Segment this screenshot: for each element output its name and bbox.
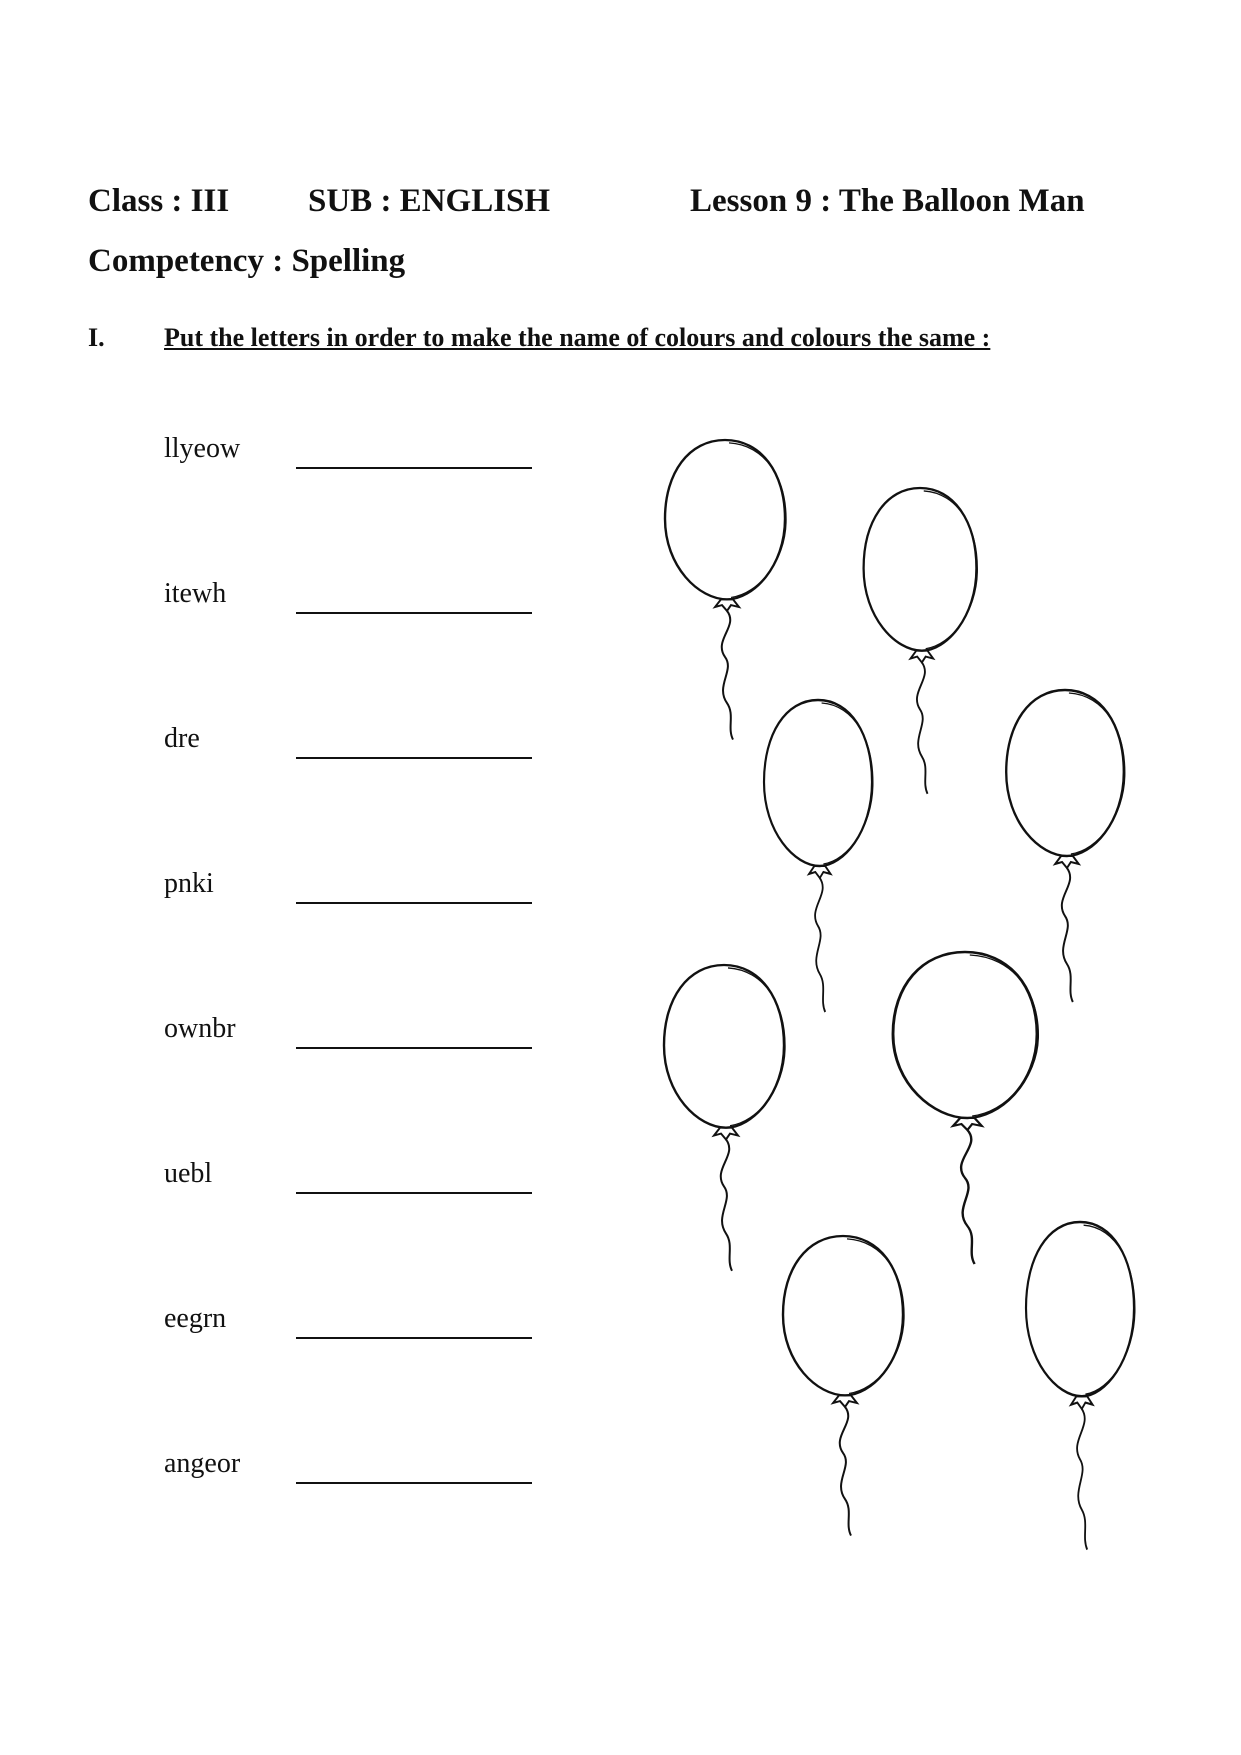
jumbled-word: itewh bbox=[164, 578, 227, 609]
word-row bbox=[164, 868, 544, 908]
class-label: Class : III bbox=[88, 183, 230, 219]
answer-blank[interactable] bbox=[296, 1192, 532, 1194]
balloon-icon bbox=[1006, 690, 1125, 1002]
jumbled-word: angeor bbox=[164, 1448, 241, 1479]
answer-blank[interactable] bbox=[296, 1047, 532, 1049]
competency-label: Competency : Spelling bbox=[88, 243, 406, 279]
answer-blank[interactable] bbox=[296, 1482, 532, 1484]
jumbled-word: llyeow bbox=[164, 433, 241, 464]
balloons-illustration bbox=[640, 420, 1160, 1570]
word-row bbox=[164, 1158, 544, 1198]
jumbled-word: pnki bbox=[164, 868, 214, 899]
lesson-title: Lesson 9 : The Balloon Man bbox=[690, 183, 1085, 219]
jumbled-word: eegrn bbox=[164, 1303, 227, 1334]
answer-blank[interactable] bbox=[296, 467, 532, 469]
word-row bbox=[164, 723, 544, 763]
answer-blank[interactable] bbox=[296, 757, 532, 759]
answer-blank[interactable] bbox=[296, 612, 532, 614]
word-row bbox=[164, 1448, 544, 1488]
jumbled-word: uebl bbox=[164, 1158, 213, 1189]
section-instruction: Put the letters in order to make the name of colours and colours the same : bbox=[164, 323, 991, 352]
balloon-icon bbox=[864, 488, 978, 794]
word-row bbox=[164, 433, 544, 473]
subject-label: SUB : ENGLISH bbox=[308, 183, 551, 219]
balloon-icon bbox=[665, 440, 786, 740]
answer-blank[interactable] bbox=[296, 902, 532, 904]
word-row bbox=[164, 578, 544, 618]
balloon-icon bbox=[783, 1236, 904, 1536]
word-row bbox=[164, 1013, 544, 1053]
jumbled-word: ownbr bbox=[164, 1013, 236, 1044]
balloon-icon bbox=[664, 965, 785, 1271]
balloon-icon bbox=[1026, 1222, 1135, 1550]
word-row bbox=[164, 1303, 544, 1343]
balloon-icon bbox=[764, 700, 873, 1012]
section-number: I. bbox=[88, 323, 105, 352]
answer-blank[interactable] bbox=[296, 1337, 532, 1339]
jumbled-word: dre bbox=[164, 723, 200, 754]
balloon-icon bbox=[893, 952, 1038, 1264]
